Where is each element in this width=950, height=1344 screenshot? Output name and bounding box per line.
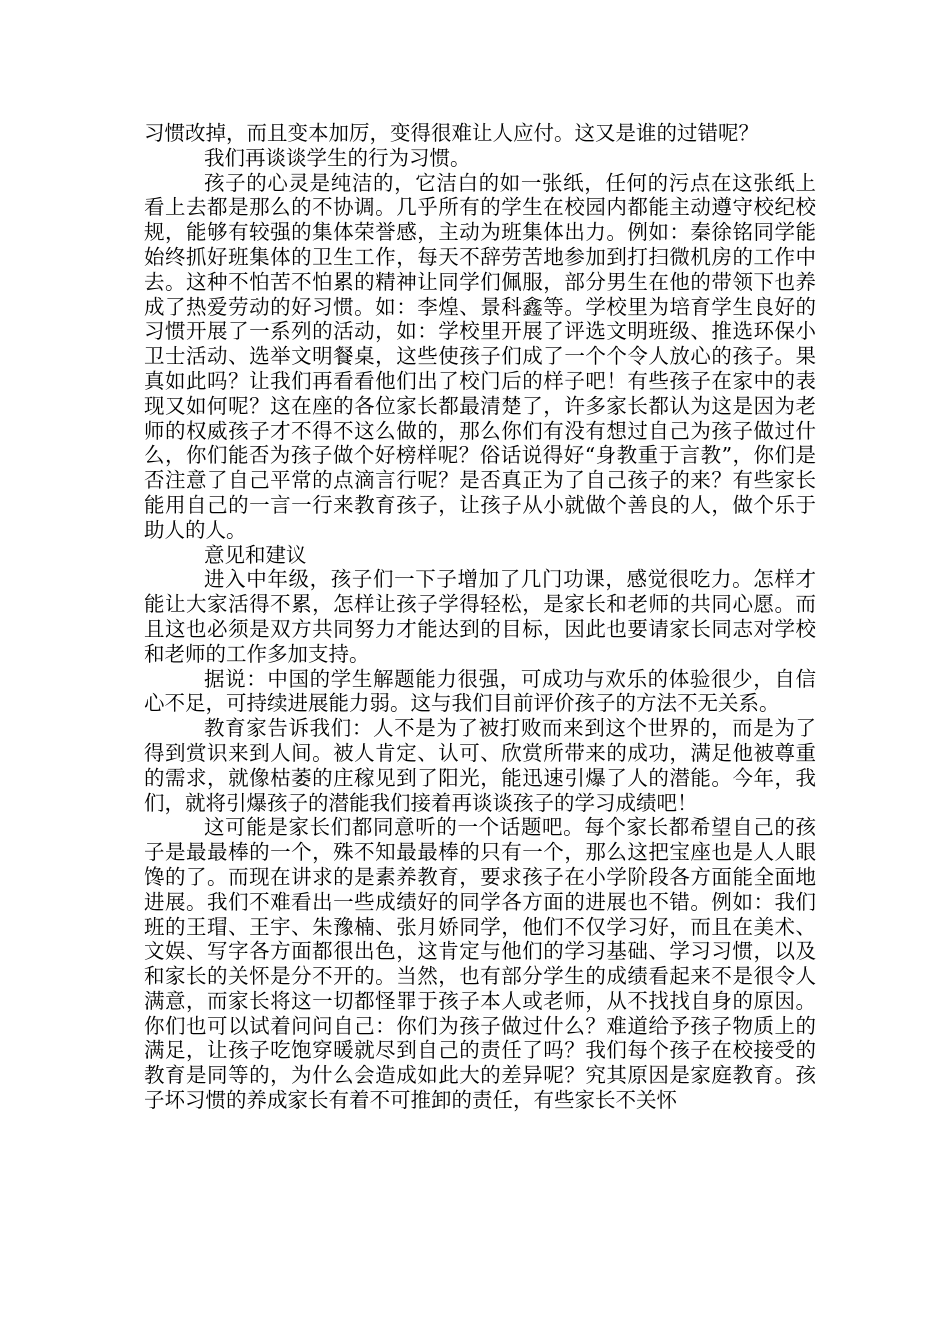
paragraph-3: 孩子的心灵是纯洁的，它洁白的如一张纸，任何的污点在这张纸上看上去都是那么的不协调。几乎所有的学生在校园内都能主动遵守校纪校规，能够有较强的集体荣誉感，主动为班集体出力。例如：秦徐铭同学能始终抓好班集体的卫生工作，每天不辞劳苦地参加到打扫微机房的工作中去。这种不怕苦不怕累的精神让同学们佩服，部分男生在他的带领下也养成了热爱劳动的好习惯。如：李煌、景科鑫等。学校里为培育学生良好的习惯开展了一系列的活动，如：学校里开展了评选文明班级、推选环保小卫士活动、选举文明餐桌，这些使孩子们成了一个个令人放心的孩子。果真如此吗？让我们再看看他们出了校门后的样子吧！有些孩子在家中的表现又如何呢？这在座的各位家长都最清楚了，许多家长都认为这是因为老师的权威孩子才不得不这么做的，那么你们有没有想过自己为孩子做过什么，你们能否为孩子做个好榜样呢？俗话说得好“身教重于言教”，你们是否注意了自己平常的点滴言行呢？是否真正为了自己孩子的来？有些家长能用自己的一言一行来教育孩子，让孩子从小就做个善良的人，做个乐于助人的人。: [144, 170, 816, 542]
paragraph-1: 习惯改掉，而且变本加厉，变得很难让人应付。这又是谁的过错呢？: [144, 121, 759, 145]
paragraph-5: 进入中年级，孩子们一下子增加了几门功课，感觉很吃力。怎样才能让大家活得不累，怎样让孩子学得轻松，是家长和老师的共同心愿。而且这也必须是双方共同努力才能达到的目标，因此也要请家长同志对学校和老师的工作多加支持。: [144, 567, 816, 666]
section-heading: 意见和建议: [204, 542, 307, 567]
paragraph-7: 教育家告诉我们：人不是为了被打败而来到这个世界的，而是为了得到赏识来到人间。被人肯定、认可、欣赏所带来的成功，满足他被尊重的需求，就像枯萎的庄稼见到了阳光，能迅速引爆了人的潜能。今年，我们，就将引爆孩子的潜能我们接着再谈谈孩子的学习成绩吧！: [144, 716, 816, 815]
paragraph-2: 我们再谈谈学生的行为习惯。: [204, 145, 471, 170]
paragraph-8: 这可能是家长们都同意听的一个话题吧。每个家长都希望自己的孩子是最最棒的一个，殊不知最最棒的只有一个，那么这把宝座也是人人眼馋的了。而现在讲求的是素养教育，要求孩子在小学阶段各方面能全面地进展。我们不难看出一些成绩好的同学各方面的进展也不错。例如：我们班的王瑁、王宇、朱豫楠、张月娇同学，他们不仅学习好，而且在美术、文娱、写字各方面都很出色，这肯定与他们的学习基础、学习习惯，以及和家长的关怀是分不开的。当然，也有部分学生的成绩看起来不是很令人满意，而家长将这一切都怪罪于孩子本人或老师，从不找找自身的原因。你们也可以试着问问自己：你们为孩子做过什么？难道给予孩子物质上的满足，让孩子吃饱穿暖就尽到自己的责任了吗？我们每个孩子在校接受的教育是同等的，为什么会造成如此大的差异呢？究其原因是家庭教育。孩子坏习惯的养成家长有着不可推卸的责任，有些家长不关怀: [144, 815, 816, 1113]
document-body: [144, 121, 816, 1113]
paragraph-6: 据说：中国的学生解题能力很强，可成功与欢乐的体验很少，自信心不足，可持续进展能力弱。这与我们目前评价孩子的方法不无关系。: [144, 666, 816, 716]
